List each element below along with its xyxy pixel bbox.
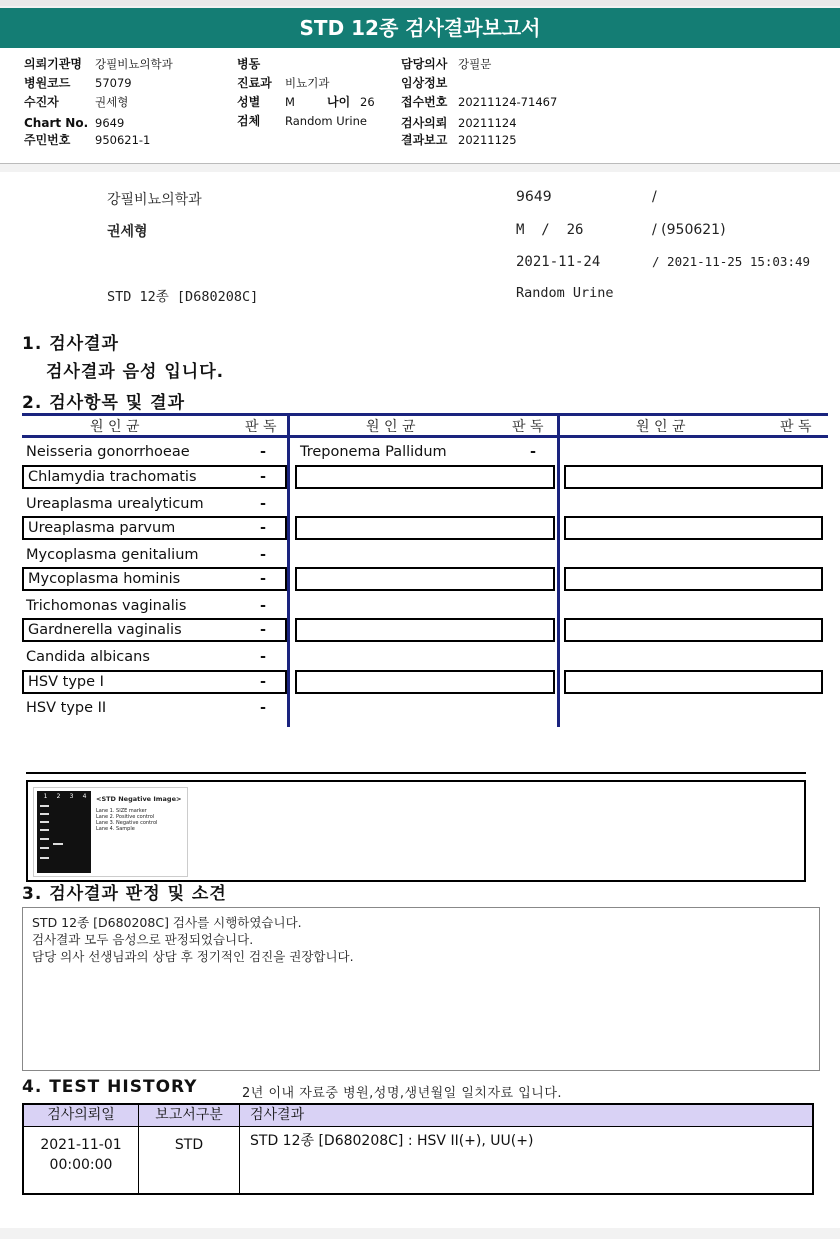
dept-field: 진료과 비뇨기과 bbox=[237, 76, 330, 90]
section-separator bbox=[26, 772, 806, 774]
result-row: Chlamydia trachomatis - bbox=[22, 465, 287, 489]
result-row: Trichomonas vaginalis - bbox=[26, 598, 267, 614]
info-specimen: Random Urine bbox=[516, 285, 614, 301]
report-page bbox=[0, 172, 840, 1228]
info-test-name: STD 12종 [D680208C] bbox=[107, 289, 259, 305]
section4-title: 4. TEST HISTORY bbox=[22, 1077, 198, 1097]
gel-band bbox=[40, 829, 49, 831]
history-col-date: 검사의뢰일 bbox=[24, 1105, 139, 1126]
empty-result-cell bbox=[295, 516, 555, 540]
history-col-result: 검사결과 bbox=[250, 1107, 305, 1123]
remark-line: 담당 의사 선생님과의 상담 후 정기적인 검진을 권장합니다. bbox=[32, 949, 354, 964]
sex-field: 성별 M 나이 26 bbox=[237, 95, 375, 109]
table-divider-2 bbox=[557, 413, 560, 727]
history-header-row bbox=[24, 1105, 812, 1127]
col2-pathogen-header: 원 인 균 bbox=[366, 419, 416, 435]
empty-result-cell bbox=[295, 670, 555, 694]
col2-result-header: 판 독 bbox=[512, 419, 544, 435]
remarks-box bbox=[22, 907, 820, 1071]
history-result-cell: STD 12종 [D680208C] : HSV II(+), UU(+) bbox=[250, 1133, 534, 1149]
col1-result-header: 판 독 bbox=[245, 419, 277, 435]
history-row bbox=[24, 1127, 812, 1193]
hospital-code-field: 병원코드 57079 bbox=[24, 76, 132, 90]
empty-result-cell bbox=[564, 618, 823, 642]
history-date-cell: 2021-11-01 00:00:00 bbox=[24, 1127, 139, 1193]
gel-band bbox=[40, 805, 49, 807]
top-strip bbox=[0, 0, 840, 6]
history-table bbox=[22, 1103, 814, 1195]
gel-electrophoresis-image bbox=[33, 787, 188, 877]
gel-band bbox=[40, 847, 49, 849]
empty-result-cell bbox=[295, 618, 555, 642]
info-slash: / bbox=[652, 189, 657, 205]
col3-result-header: 판 독 bbox=[780, 419, 812, 435]
chart-no-field: Chart No. 9649 bbox=[24, 116, 125, 130]
gel-lane-numbers: 1 2 3 4 bbox=[43, 793, 87, 800]
gel-image-frame bbox=[26, 780, 806, 882]
info-chart: 9649 bbox=[516, 189, 552, 205]
section2-title: 2. 검사항목 및 결과 bbox=[22, 393, 185, 413]
history-type-cell: STD bbox=[139, 1127, 240, 1193]
empty-result-cell bbox=[564, 465, 823, 489]
section1-title: 1. 검사결과 bbox=[22, 334, 119, 354]
gel-band bbox=[40, 838, 49, 840]
col3-pathogen-header: 원 인 균 bbox=[636, 419, 686, 435]
gel-band bbox=[53, 843, 63, 845]
gel-photo bbox=[37, 791, 91, 873]
rrn-field: 주민번호 950621-1 bbox=[24, 133, 151, 147]
clinical-info-field: 임상정보 bbox=[401, 76, 448, 90]
result-row: HSV type II - bbox=[26, 700, 267, 716]
hospital-field: 의뢰기관명 강필비뇨의학과 bbox=[24, 57, 173, 71]
empty-result-cell bbox=[564, 670, 823, 694]
empty-result-cell bbox=[564, 567, 823, 591]
result-row: Neisseria gonorrhoeae - bbox=[26, 444, 267, 460]
table-header-rule bbox=[22, 435, 828, 438]
gel-band bbox=[40, 857, 49, 859]
report-header bbox=[0, 48, 840, 164]
history-col-type: 보고서구분 bbox=[139, 1105, 240, 1126]
section3-title: 3. 검사결과 판정 및 소견 bbox=[22, 884, 227, 904]
doctor-field: 담당의사 강필문 bbox=[401, 57, 492, 71]
result-row: Mycoplasma hominis - bbox=[22, 567, 287, 591]
result-row: Gardnerella vaginalis - bbox=[22, 618, 287, 642]
result-row: Ureaplasma parvum - bbox=[22, 516, 287, 540]
report-title: STD 12종 검사결과보고서 bbox=[0, 8, 840, 48]
ward-field: 병동 bbox=[237, 57, 261, 71]
info-sex-age: M / 26 bbox=[516, 222, 584, 238]
result-summary: 검사결과 음성 입니다. bbox=[46, 362, 225, 382]
result-row: Candida albicans - bbox=[26, 649, 267, 665]
info-hospital: 강필비뇨의학과 bbox=[107, 192, 202, 208]
request-date-field: 검사의뢰 20211124 bbox=[401, 116, 517, 130]
specimen-field: 검체 Random Urine bbox=[237, 114, 367, 128]
patient-field: 수진자 권세형 bbox=[24, 95, 129, 109]
empty-result-cell bbox=[564, 516, 823, 540]
info-patient-name: 권세형 bbox=[107, 224, 148, 240]
gel-band bbox=[40, 813, 49, 815]
remark-line: 검사결과 모두 음성으로 판정되었습니다. bbox=[32, 932, 254, 947]
history-note: 2년 이내 자료중 병원,성명,생년월일 일치자료 입니다. bbox=[242, 1086, 563, 1101]
table-divider-1 bbox=[287, 413, 290, 727]
table-top-rule bbox=[22, 413, 828, 416]
result-row: HSV type I - bbox=[22, 670, 287, 694]
col1-pathogen-header: 원 인 균 bbox=[90, 419, 140, 435]
empty-result-cell bbox=[295, 567, 555, 591]
report-date-field: 결과보고 20211125 bbox=[401, 133, 517, 147]
empty-result-cell bbox=[295, 465, 555, 489]
result-row: Mycoplasma genitalium - bbox=[26, 547, 267, 563]
result-row: Ureaplasma urealyticum - bbox=[26, 496, 267, 512]
info-dob: / (950621) bbox=[652, 222, 726, 238]
info-reported: / 2021-11-25 15:03:49 bbox=[652, 254, 811, 269]
gel-band bbox=[40, 821, 49, 823]
receipt-no-field: 접수번호 20211124-71467 bbox=[401, 95, 558, 109]
remark-line: STD 12종 [D680208C] 검사를 시행하였습니다. bbox=[32, 915, 302, 930]
gel-legend: <STD Negative Image> Lane 1. SIZE marker Lane 2. Positive control Lane 3. Negative control Lane 4. Sample bbox=[96, 795, 182, 832]
result-row: Treponema Pallidum - bbox=[300, 444, 537, 460]
info-received: 2021-11-24 bbox=[516, 254, 601, 270]
